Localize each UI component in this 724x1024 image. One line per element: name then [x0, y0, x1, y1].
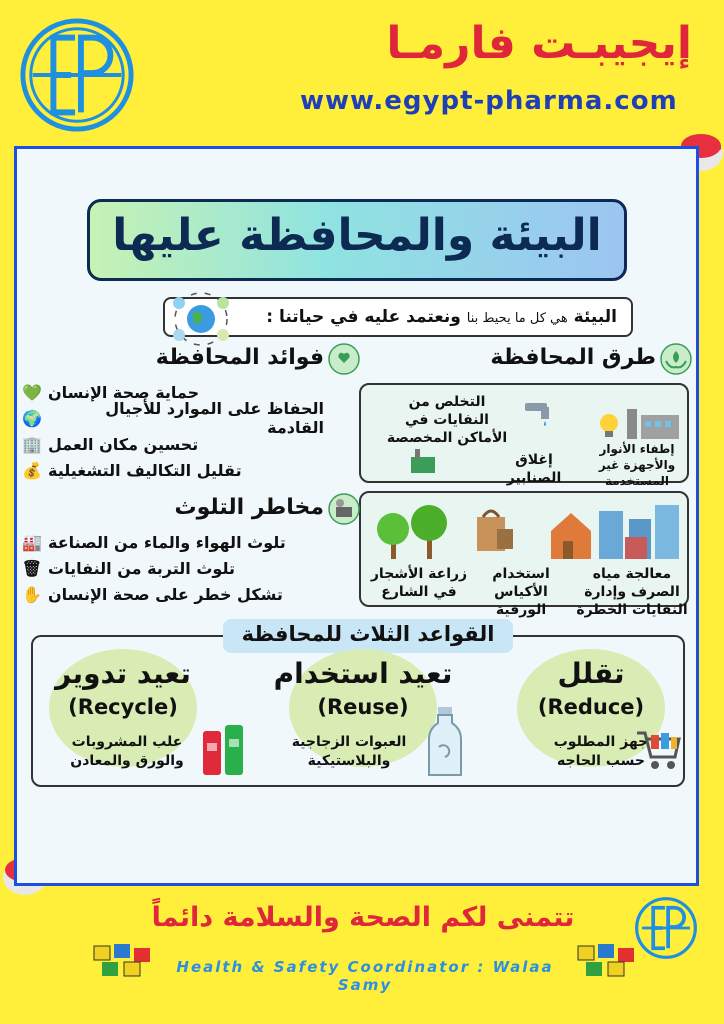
benefits-list — [24, 379, 324, 483]
list-item: حماية صحة الإنسان 💚 — [22, 382, 200, 402]
factory-lightbulb-icon — [597, 397, 681, 441]
method-close-taps: إغلاق الصنابير — [506, 452, 562, 486]
building-icon: 🏢 — [22, 435, 42, 454]
list-item: تحسين مكان العمل 🏢 — [22, 434, 199, 454]
dangers-heading: مخاطر التلوث — [174, 495, 324, 520]
recycle-title-en: (Recycle) — [68, 695, 178, 719]
trees-icon — [371, 503, 455, 561]
reuse-desc: العبوات الزجاجية والبلاستيكية — [291, 734, 407, 769]
safety-signs-icon — [576, 942, 636, 978]
heart-health-icon: 💚 — [22, 383, 42, 402]
definition-rest: ونعتمد عليه في حياتنا : — [266, 307, 461, 327]
reuse-title-ar: تعيد استخدام — [273, 657, 453, 690]
methods-heading: طرق المحافظة — [490, 345, 656, 370]
egypt-pharma-logo — [18, 16, 136, 134]
trash-icon: 🗑 — [21, 559, 42, 578]
brand-title: إيجيبـت فارمـا — [386, 18, 692, 69]
reduce-title-ar: تقلل — [557, 657, 625, 690]
method-waste-disposal: التخلص من النفايات في الأماكن المخصصة — [386, 394, 508, 446]
main-title-banner — [87, 199, 627, 281]
factory-pollution-icon — [328, 493, 360, 525]
list-item: تلوث الهواء والماء من الصناعة 🏭 — [22, 532, 286, 552]
recycle-factory-icon — [409, 447, 437, 475]
definition-text — [266, 307, 617, 327]
globe-hand-icon: 🌍 — [22, 409, 42, 428]
list-item: تشكل خطر على صحة الإنسان ✋ — [22, 584, 283, 604]
brand-url[interactable]: www.egypt-pharma.com — [300, 86, 678, 116]
paper-bag-icon — [473, 503, 515, 553]
recycle-desc: علب المشروبات والورق والمعادن — [70, 734, 184, 769]
hand-warning-icon: ✋ — [22, 585, 42, 604]
list-item: تلوث التربة من النفايات 🗑 — [21, 558, 235, 578]
egypt-pharma-logo — [634, 896, 698, 960]
definition-prefix: البيئة — [573, 307, 617, 327]
methods-card-2 — [359, 491, 689, 618]
drink-cans-icon — [201, 717, 247, 777]
shopping-cart-icon — [635, 727, 681, 773]
list-item: الحفاظ على الموارد للأجيال القادمة 🌍 — [22, 399, 324, 437]
method-turn-off-lights: إطفاء الأنوار والأجهزة غير المستخدمة — [598, 442, 676, 488]
rules-title-banner — [223, 619, 513, 653]
safety-signs-icon — [92, 942, 152, 978]
reuse-title-en: (Reuse) — [317, 695, 409, 719]
rules-title: القواعد الثلاث للمحافظة — [241, 622, 495, 646]
footer-credit: Health & Safety Coordinator : Walaa Samy — [176, 958, 554, 994]
factory-smoke-icon: 🏭 — [22, 533, 42, 552]
bottle-icon — [425, 705, 465, 779]
content-panel — [14, 146, 699, 886]
city-buildings-icon — [545, 501, 685, 561]
methods-card-1 — [359, 383, 689, 488]
definition-box — [163, 297, 633, 337]
method-wastewater-treatment: معالجة مياه الصرف وإدارة النفايات الخطرة — [576, 566, 688, 618]
hands-plant-icon — [660, 343, 692, 375]
money-bag-icon: 💰 — [22, 461, 42, 480]
reduce-desc: جهز المطلوب حسب الحاجه — [553, 734, 649, 769]
water-tap-icon — [521, 397, 557, 427]
definition-small: هي كل ما يحيط بنا — [466, 311, 568, 326]
method-paper-bags: استخدام الأكياس الورقية — [492, 566, 550, 618]
hands-heart-icon — [328, 343, 360, 375]
footer-wish: تتمنى لكم الصحة والسلامة دائماً — [151, 902, 575, 933]
method-plant-trees: زراعة الأشجار في الشارع — [370, 566, 468, 600]
dangers-list — [21, 529, 324, 607]
main-title: البيئة والمحافظة عليها — [112, 210, 602, 261]
recycle-title-ar: تعيد تدوير — [55, 657, 191, 690]
benefits-heading: فوائد المحافظة — [155, 345, 324, 370]
reduce-title-en: (Reduce) — [537, 695, 645, 719]
list-item: تقليل التكاليف التشغيلية 💰 — [22, 460, 242, 480]
